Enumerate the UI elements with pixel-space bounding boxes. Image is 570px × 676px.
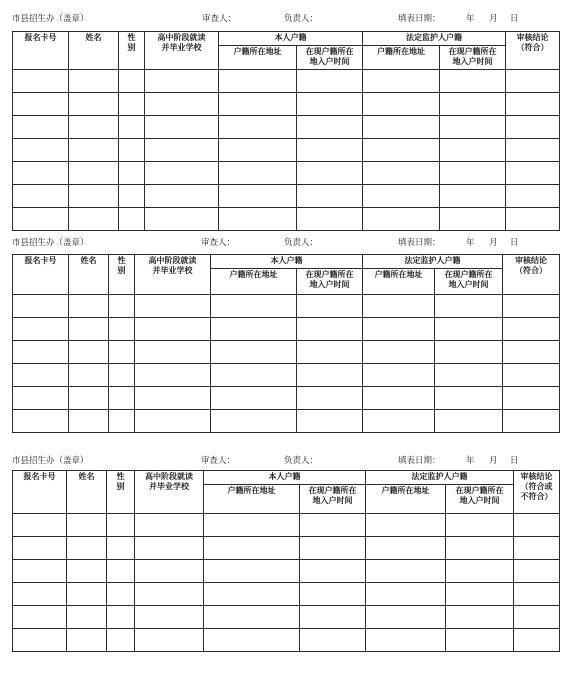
cell-school[interactable] xyxy=(145,70,219,93)
cell-reg-no[interactable] xyxy=(13,364,69,387)
cell-school[interactable] xyxy=(145,185,219,208)
header-school-line1: 高中阶段就读 xyxy=(157,33,206,42)
cell-result[interactable] xyxy=(514,560,560,583)
responsible-label: 负责人： xyxy=(284,14,319,24)
cell-reg-no[interactable] xyxy=(13,295,69,318)
cell-address[interactable] xyxy=(219,208,297,231)
header-guardian-address: 户籍所在地址 xyxy=(363,269,435,295)
cell-guardian-entry-time[interactable] xyxy=(435,295,503,318)
cell-name[interactable] xyxy=(67,514,107,537)
cell-name[interactable] xyxy=(69,139,119,162)
table-row xyxy=(13,116,560,139)
header-guardian-entry-time xyxy=(440,46,506,70)
month-label: 月 xyxy=(489,238,498,248)
header-gender-line1: 性 xyxy=(117,256,126,265)
header-guardian-entry-time-line2: 地入户时间 xyxy=(452,57,493,66)
cell-gender[interactable] xyxy=(109,387,135,410)
cell-guardian-address[interactable] xyxy=(363,387,435,410)
cell-gender[interactable] xyxy=(107,606,135,629)
cell-entry-time[interactable] xyxy=(300,583,366,606)
cell-school[interactable] xyxy=(135,537,204,560)
cell-guardian-entry-time[interactable] xyxy=(446,537,514,560)
table-row xyxy=(13,629,560,652)
cell-reg-no[interactable] xyxy=(13,341,69,364)
cell-entry-time[interactable] xyxy=(297,139,363,162)
table-row xyxy=(13,295,560,318)
cell-reg-no[interactable] xyxy=(13,93,69,116)
cell-result[interactable] xyxy=(506,93,560,116)
cell-guardian-address[interactable] xyxy=(363,410,435,433)
cell-guardian-entry-time[interactable] xyxy=(435,318,503,341)
cell-name[interactable] xyxy=(69,410,109,433)
header-result-line2: （符合或 xyxy=(520,482,553,491)
cell-guardian-entry-time[interactable] xyxy=(435,364,503,387)
responsible-label: 负责人： xyxy=(284,238,319,248)
cell-address[interactable] xyxy=(219,116,297,139)
cell-entry-time[interactable] xyxy=(297,93,363,116)
cell-reg-no[interactable] xyxy=(13,162,69,185)
cell-gender[interactable] xyxy=(109,341,135,364)
table-row xyxy=(13,560,560,583)
cell-result[interactable] xyxy=(514,606,560,629)
cell-guardian-address[interactable] xyxy=(363,318,435,341)
header-self-hukou: 本人户籍 xyxy=(219,32,363,46)
cell-guardian-address[interactable] xyxy=(363,93,440,116)
header-result xyxy=(503,255,560,295)
form-block-2 xyxy=(0,236,570,454)
header-school-line1: 高中阶段就读 xyxy=(145,472,193,481)
cell-reg-no[interactable] xyxy=(13,583,67,606)
cell-entry-time[interactable] xyxy=(300,629,366,652)
header-school-line1: 高中阶段就读 xyxy=(148,256,197,265)
header-address: 户籍所在地址 xyxy=(204,485,300,514)
cell-guardian-address[interactable] xyxy=(363,185,440,208)
cell-result[interactable] xyxy=(503,341,560,364)
cell-school[interactable] xyxy=(135,410,211,433)
cell-address[interactable] xyxy=(219,185,297,208)
cell-reg-no[interactable] xyxy=(13,70,69,93)
cell-guardian-entry-time[interactable] xyxy=(440,139,506,162)
header-entry-time-line2: 地入户时间 xyxy=(309,280,350,289)
header-gender-line2: 别 xyxy=(127,43,136,52)
cell-reg-no[interactable] xyxy=(13,410,69,433)
cell-result[interactable] xyxy=(503,295,560,318)
cell-guardian-entry-time[interactable] xyxy=(440,208,506,231)
cell-school[interactable] xyxy=(135,364,211,387)
header-school-line2: 并毕业学校 xyxy=(161,43,202,52)
header-reg-no: 报名卡号 xyxy=(13,255,69,295)
header-gender xyxy=(109,255,135,295)
header-entry-time-line2: 地入户时间 xyxy=(312,496,353,505)
cell-gender[interactable] xyxy=(109,318,135,341)
cell-address[interactable] xyxy=(211,387,297,410)
cell-name[interactable] xyxy=(69,185,119,208)
day-label: 日 xyxy=(510,456,519,466)
cell-school[interactable] xyxy=(135,514,204,537)
cell-entry-time[interactable] xyxy=(297,387,363,410)
cell-reg-no[interactable] xyxy=(13,514,67,537)
cell-entry-time[interactable] xyxy=(297,341,363,364)
header-school xyxy=(145,32,219,70)
cell-entry-time[interactable] xyxy=(297,410,363,433)
cell-result[interactable] xyxy=(506,162,560,185)
cell-guardian-address[interactable] xyxy=(366,560,446,583)
header-entry-time xyxy=(297,46,363,70)
cell-gender[interactable] xyxy=(119,70,145,93)
header-guardian-entry-time-line1: 在现户籍所在 xyxy=(444,270,493,279)
header-address: 户籍所在地址 xyxy=(211,269,297,295)
table-row xyxy=(13,139,560,162)
cell-guardian-entry-time[interactable] xyxy=(440,116,506,139)
table-row xyxy=(13,318,560,341)
form-block-1 xyxy=(0,0,570,236)
cell-address[interactable] xyxy=(204,629,300,652)
cell-school[interactable] xyxy=(145,139,219,162)
cell-guardian-entry-time[interactable] xyxy=(446,606,514,629)
cell-school[interactable] xyxy=(145,162,219,185)
cell-guardian-entry-time[interactable] xyxy=(446,583,514,606)
cell-entry-time[interactable] xyxy=(297,364,363,387)
cell-reg-no[interactable] xyxy=(13,116,69,139)
header-result-line1: 审核结论 xyxy=(520,472,553,481)
cell-result[interactable] xyxy=(503,318,560,341)
cell-name[interactable] xyxy=(67,560,107,583)
cell-entry-time[interactable] xyxy=(300,606,366,629)
cell-guardian-entry-time[interactable] xyxy=(435,387,503,410)
cell-address[interactable] xyxy=(219,139,297,162)
cell-result[interactable] xyxy=(503,387,560,410)
cell-school[interactable] xyxy=(135,583,204,606)
header-entry-time-line1: 在现户籍所在 xyxy=(305,47,354,56)
cell-gender[interactable] xyxy=(107,583,135,606)
cell-address[interactable] xyxy=(219,70,297,93)
cell-name[interactable] xyxy=(69,341,109,364)
header-guardian-entry-time xyxy=(446,485,514,514)
cell-result[interactable] xyxy=(503,410,560,433)
cell-guardian-address[interactable] xyxy=(366,606,446,629)
cell-address[interactable] xyxy=(204,537,300,560)
header-guardian-entry-time-line2: 地入户时间 xyxy=(459,496,500,505)
header-entry-time xyxy=(297,269,363,295)
cell-name[interactable] xyxy=(69,70,119,93)
cell-address[interactable] xyxy=(219,93,297,116)
cell-gender[interactable] xyxy=(119,208,145,231)
reviewer-label: 审查人： xyxy=(201,238,236,248)
header-guardian-address: 户籍所在地址 xyxy=(366,485,446,514)
header-entry-time-line1: 在现户籍所在 xyxy=(305,270,354,279)
cell-reg-no[interactable] xyxy=(13,560,67,583)
cell-address[interactable] xyxy=(204,583,300,606)
cell-guardian-entry-time[interactable] xyxy=(446,629,514,652)
cell-result[interactable] xyxy=(514,629,560,652)
header-guardian-entry-time-line1: 在现户籍所在 xyxy=(448,47,497,56)
cell-gender[interactable] xyxy=(109,295,135,318)
form-block-3 xyxy=(0,454,570,676)
cell-entry-time[interactable] xyxy=(300,537,366,560)
table-row xyxy=(13,208,560,231)
cell-guardian-address[interactable] xyxy=(366,629,446,652)
cell-guardian-address[interactable] xyxy=(363,295,435,318)
fill-date-label: 填表日期： xyxy=(398,456,441,466)
cell-result[interactable] xyxy=(506,208,560,231)
cell-gender[interactable] xyxy=(119,162,145,185)
cell-name[interactable] xyxy=(67,537,107,560)
header-guardian-entry-time-line1: 在现户籍所在 xyxy=(455,486,504,495)
cell-entry-time[interactable] xyxy=(297,185,363,208)
header-result-line2: （符合） xyxy=(515,266,547,275)
year-label: 年 xyxy=(466,14,475,24)
cell-gender[interactable] xyxy=(107,560,135,583)
cell-guardian-entry-time[interactable] xyxy=(440,70,506,93)
registration-table xyxy=(12,470,560,652)
cell-gender[interactable] xyxy=(109,364,135,387)
table-row xyxy=(13,537,560,560)
cell-result[interactable] xyxy=(506,185,560,208)
cell-guardian-address[interactable] xyxy=(363,139,440,162)
cell-result[interactable] xyxy=(514,537,560,560)
cell-school[interactable] xyxy=(135,295,211,318)
cell-school[interactable] xyxy=(135,629,204,652)
cell-reg-no[interactable] xyxy=(13,318,69,341)
info-line xyxy=(0,236,570,250)
cell-reg-no[interactable] xyxy=(13,629,67,652)
fill-date-label: 填表日期： xyxy=(398,14,441,24)
table-row xyxy=(13,185,560,208)
cell-address[interactable] xyxy=(211,318,297,341)
cell-reg-no[interactable] xyxy=(13,208,69,231)
cell-result[interactable] xyxy=(514,583,560,606)
cell-reg-no[interactable] xyxy=(13,606,67,629)
cell-result[interactable] xyxy=(506,70,560,93)
cell-guardian-address[interactable] xyxy=(363,208,440,231)
cell-entry-time[interactable] xyxy=(297,70,363,93)
header-reg-no: 报名卡号 xyxy=(13,32,69,70)
header-entry-time-line2: 地入户时间 xyxy=(309,57,350,66)
cell-name[interactable] xyxy=(67,629,107,652)
cell-gender[interactable] xyxy=(119,185,145,208)
header-self-hukou: 本人户籍 xyxy=(211,255,363,269)
cell-name[interactable] xyxy=(69,208,119,231)
header-guardian-address: 户籍所在地址 xyxy=(363,46,440,70)
day-label: 日 xyxy=(510,238,519,248)
cell-address[interactable] xyxy=(211,295,297,318)
header-guardian-entry-time-line2: 地入户时间 xyxy=(448,280,489,289)
cell-entry-time[interactable] xyxy=(297,116,363,139)
cell-address[interactable] xyxy=(204,560,300,583)
table-row xyxy=(13,410,560,433)
header-gender-line2: 别 xyxy=(116,482,125,491)
cell-school[interactable] xyxy=(135,318,211,341)
registration-table xyxy=(12,31,560,231)
cell-gender[interactable] xyxy=(107,514,135,537)
month-label: 月 xyxy=(489,14,498,24)
cell-address[interactable] xyxy=(211,341,297,364)
table-row xyxy=(13,514,560,537)
cell-guardian-address[interactable] xyxy=(363,162,440,185)
header-result-line3: 不符合） xyxy=(520,492,553,501)
info-line xyxy=(0,454,570,468)
header-gender xyxy=(107,471,135,514)
header-school-line2: 并毕业学校 xyxy=(149,482,189,491)
table-row xyxy=(13,364,560,387)
cell-school[interactable] xyxy=(135,560,204,583)
cell-guardian-entry-time[interactable] xyxy=(440,185,506,208)
header-guardian-hukou: 法定监护人户籍 xyxy=(363,255,503,269)
cell-address[interactable] xyxy=(204,606,300,629)
cell-entry-time[interactable] xyxy=(297,162,363,185)
header-name: 姓名 xyxy=(69,255,109,295)
cell-name[interactable] xyxy=(69,387,109,410)
header-result-line1: 审核结论 xyxy=(516,33,549,42)
responsible-label: 负责人： xyxy=(284,456,319,466)
header-guardian-hukou: 法定监护人户籍 xyxy=(366,471,514,485)
cell-school[interactable] xyxy=(145,116,219,139)
cell-school[interactable] xyxy=(145,93,219,116)
cell-guardian-entry-time[interactable] xyxy=(435,341,503,364)
fill-date-label: 填表日期： xyxy=(398,238,441,248)
cell-school[interactable] xyxy=(135,387,211,410)
table-row xyxy=(13,93,560,116)
header-entry-time-line1: 在现户籍所在 xyxy=(308,486,357,495)
cell-entry-time[interactable] xyxy=(297,318,363,341)
office-stamp-label: 市县招生办（盖章） xyxy=(12,14,89,24)
cell-address[interactable] xyxy=(211,364,297,387)
day-label: 日 xyxy=(510,14,519,24)
office-stamp-label: 市县招生办（盖章） xyxy=(12,238,89,248)
cell-guardian-address[interactable] xyxy=(366,537,446,560)
office-stamp-label: 市县招生办（盖章） xyxy=(12,456,89,466)
cell-school[interactable] xyxy=(145,208,219,231)
cell-guardian-address[interactable] xyxy=(363,70,440,93)
cell-guardian-address[interactable] xyxy=(363,341,435,364)
cell-result[interactable] xyxy=(503,364,560,387)
cell-name[interactable] xyxy=(69,116,119,139)
cell-guardian-address[interactable] xyxy=(363,364,435,387)
cell-result[interactable] xyxy=(506,139,560,162)
table-row xyxy=(13,387,560,410)
header-result xyxy=(506,32,560,70)
cell-gender[interactable] xyxy=(119,93,145,116)
cell-result[interactable] xyxy=(514,514,560,537)
month-label: 月 xyxy=(489,456,498,466)
header-gender-line1: 性 xyxy=(127,33,136,42)
year-label: 年 xyxy=(466,238,475,248)
table-row xyxy=(13,606,560,629)
cell-entry-time[interactable] xyxy=(297,208,363,231)
table-row xyxy=(13,162,560,185)
cell-guardian-address[interactable] xyxy=(366,514,446,537)
cell-entry-time[interactable] xyxy=(300,514,366,537)
header-address: 户籍所在地址 xyxy=(219,46,297,70)
registration-table xyxy=(12,254,560,433)
cell-name[interactable] xyxy=(69,295,109,318)
cell-reg-no[interactable] xyxy=(13,387,69,410)
cell-name[interactable] xyxy=(67,606,107,629)
header-reg-no: 报名卡号 xyxy=(13,471,67,514)
cell-guardian-address[interactable] xyxy=(366,583,446,606)
cell-reg-no[interactable] xyxy=(13,537,67,560)
cell-address[interactable] xyxy=(204,514,300,537)
cell-entry-time[interactable] xyxy=(300,560,366,583)
cell-name[interactable] xyxy=(69,318,109,341)
cell-guardian-entry-time[interactable] xyxy=(446,514,514,537)
header-school xyxy=(135,471,204,514)
cell-guardian-entry-time[interactable] xyxy=(440,162,506,185)
table-row xyxy=(13,583,560,606)
cell-name[interactable] xyxy=(69,162,119,185)
table-row xyxy=(13,341,560,364)
cell-guardian-address[interactable] xyxy=(363,116,440,139)
info-line xyxy=(0,12,570,26)
cell-gender[interactable] xyxy=(107,537,135,560)
cell-entry-time[interactable] xyxy=(297,295,363,318)
cell-name[interactable] xyxy=(67,583,107,606)
cell-guardian-entry-time[interactable] xyxy=(440,93,506,116)
header-gender-line1: 性 xyxy=(116,472,125,481)
header-name: 姓名 xyxy=(67,471,107,514)
reviewer-label: 审查人： xyxy=(202,14,237,24)
header-self-hukou: 本人户籍 xyxy=(204,471,366,485)
cell-gender[interactable] xyxy=(119,116,145,139)
header-result xyxy=(514,471,560,514)
cell-reg-no[interactable] xyxy=(13,185,69,208)
cell-guardian-entry-time[interactable] xyxy=(435,410,503,433)
header-entry-time xyxy=(300,485,366,514)
cell-gender[interactable] xyxy=(107,629,135,652)
cell-name[interactable] xyxy=(69,93,119,116)
cell-school[interactable] xyxy=(135,606,204,629)
table-row xyxy=(13,70,560,93)
header-school-line2: 并毕业学校 xyxy=(152,266,193,275)
header-gender xyxy=(119,32,145,70)
header-guardian-hukou: 法定监护人户籍 xyxy=(363,32,506,46)
cell-address[interactable] xyxy=(211,410,297,433)
reviewer-label: 审查人： xyxy=(201,456,236,466)
cell-gender[interactable] xyxy=(109,410,135,433)
cell-name[interactable] xyxy=(69,364,109,387)
header-name: 姓名 xyxy=(69,32,119,70)
cell-school[interactable] xyxy=(135,341,211,364)
header-gender-line2: 别 xyxy=(117,266,126,275)
header-result-line1: 审核结论 xyxy=(515,256,547,265)
cell-address[interactable] xyxy=(219,162,297,185)
header-result-line2: （符合） xyxy=(516,43,549,52)
cell-result[interactable] xyxy=(506,116,560,139)
cell-gender[interactable] xyxy=(119,139,145,162)
year-label: 年 xyxy=(466,456,475,466)
header-school xyxy=(135,255,211,295)
cell-guardian-entry-time[interactable] xyxy=(446,560,514,583)
header-guardian-entry-time xyxy=(435,269,503,295)
cell-reg-no[interactable] xyxy=(13,139,69,162)
